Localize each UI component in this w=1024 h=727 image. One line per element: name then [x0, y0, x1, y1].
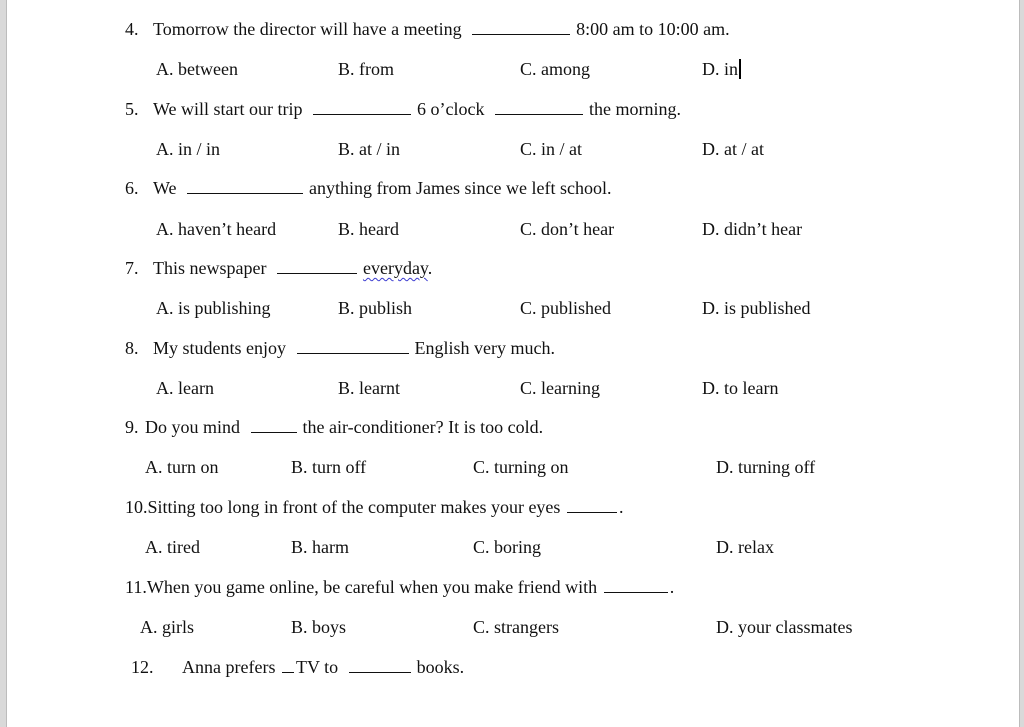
answer-blank [277, 259, 357, 274]
option-b: B. turn off [291, 457, 367, 477]
question-number: 11. [125, 577, 147, 597]
question-number: 10. [125, 497, 148, 517]
answer-blank [472, 20, 570, 35]
option-b: B. from [338, 59, 394, 79]
question-text: English very much. [414, 338, 555, 358]
option-b: B. boys [291, 617, 347, 637]
option-c: C. among [520, 59, 590, 79]
option-a: A. tired [145, 537, 200, 557]
question-text: Tomorrow the director will have a meeting [153, 19, 462, 39]
question-number: 6. [125, 178, 139, 198]
question-text: This newspaper [153, 258, 267, 278]
spellcheck-word: everyday [362, 258, 428, 278]
option-a: A. is publishing [156, 298, 271, 318]
question-7 [125, 257, 432, 279]
answer-blank [567, 498, 617, 513]
option-a: A. in / in [156, 139, 221, 159]
question-8 [125, 337, 555, 359]
option-a: A. girls [140, 617, 194, 637]
question-text: Sitting too long in front of the computer makes your eyes [147, 497, 561, 517]
option-a: A. haven’t heard [156, 219, 277, 239]
document-page[interactable] [6, 0, 1020, 727]
question-text: My students enjoy [153, 338, 286, 358]
option-b: B. heard [338, 219, 399, 239]
question-text: Do you mind [145, 417, 241, 437]
question-5 [125, 98, 681, 120]
question-text: books. [416, 657, 465, 677]
option-b: B. at / in [338, 139, 400, 159]
question-text: We will start our trip [153, 99, 303, 119]
question-text: When you game online, be careful when you make friend with [146, 577, 598, 597]
question-text: 6 o’clock [417, 99, 485, 119]
option-d: D. relax [716, 537, 774, 557]
answer-blank [187, 179, 303, 194]
option-c: C. strangers [473, 617, 559, 637]
answer-blank [297, 339, 409, 354]
question-text: . [669, 577, 675, 597]
answer-blank [282, 658, 294, 673]
option-d: D. turning off [716, 457, 816, 477]
option-a: A. between [156, 59, 238, 79]
text-cursor [739, 59, 741, 79]
option-c: C. boring [473, 537, 542, 557]
option-b: B. harm [291, 537, 349, 557]
option-b: B. learnt [338, 378, 400, 398]
answer-blank [313, 100, 411, 115]
answer-blank [604, 578, 668, 593]
option-b: B. publish [338, 298, 413, 318]
option-c: C. don’t hear [520, 219, 615, 239]
option-c: C. in / at [520, 139, 582, 159]
question-text: anything from James since we left school. [309, 178, 612, 198]
question-number: 4. [125, 19, 139, 39]
answer-blank [495, 100, 583, 115]
question-6 [125, 177, 611, 199]
option-c: C. turning on [473, 457, 569, 477]
answer-blank [349, 658, 411, 673]
option-c: C. learning [520, 378, 600, 398]
question-text: the morning. [589, 99, 682, 119]
option-d-text: D. in [702, 59, 738, 79]
question-number: 8. [125, 338, 139, 358]
question-number: 5. [125, 99, 139, 119]
question-number: 7. [125, 258, 139, 278]
option-d [702, 58, 741, 80]
question-number: 12. [131, 657, 154, 677]
question-10 [125, 496, 623, 518]
option-d: D. at / at [702, 139, 764, 159]
question-text: TV to [295, 657, 339, 677]
option-d: D. your classmates [716, 617, 853, 637]
option-a: A. learn [156, 378, 214, 398]
option-d: D. didn’t hear [702, 219, 803, 239]
question-text: . [618, 497, 624, 517]
question-text: 8:00 am to 10:00 am. [576, 19, 730, 39]
option-d: D. is published [702, 298, 811, 318]
question-11 [125, 576, 674, 598]
question-12 [131, 656, 464, 678]
question-number: 9. [125, 417, 139, 437]
question-text: . [427, 258, 433, 278]
option-d: D. to learn [702, 378, 779, 398]
question-text: the air-conditioner? It is too cold. [302, 417, 544, 437]
answer-blank [251, 418, 297, 433]
question-text: We [153, 178, 177, 198]
question-4 [125, 18, 730, 40]
question-text: Anna prefers [182, 657, 276, 677]
question-9 [125, 416, 543, 438]
option-a: A. turn on [145, 457, 219, 477]
option-c: C. published [520, 298, 612, 318]
